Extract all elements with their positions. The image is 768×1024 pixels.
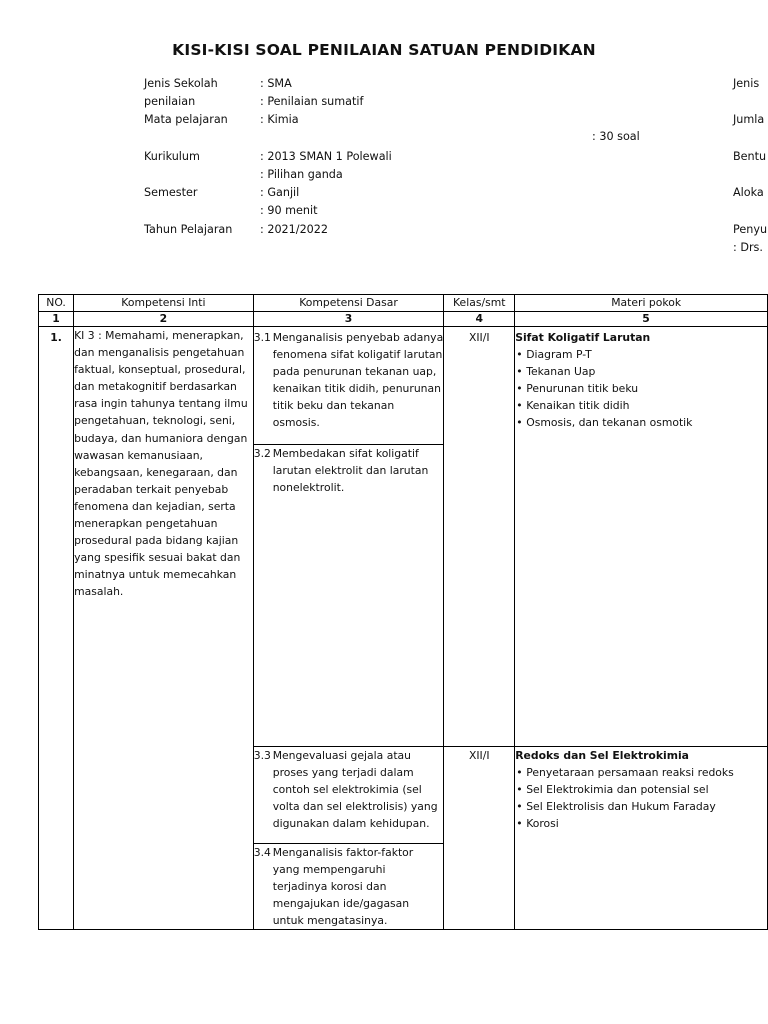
column-number: 5: [515, 312, 768, 327]
materi-list: [515, 346, 767, 431]
row-number: 1.: [39, 327, 74, 930]
header-label: Tahun Pelajaran: [144, 222, 233, 236]
materi-list: [515, 764, 767, 832]
kd-cell-3-2: [253, 445, 444, 747]
kelas-cell: XII/I: [444, 327, 515, 747]
materi-item: • Penyetaraan persamaan reaksi redoks: [515, 764, 767, 781]
table-header-row: [39, 295, 768, 312]
header-label: penilaian: [144, 95, 196, 109]
header-right-label: [733, 130, 767, 148]
materi-item: • Tekanan Uap: [515, 363, 767, 380]
column-header-ki: Kompetensi Inti: [74, 295, 254, 312]
kd-number: 3.3: [253, 749, 271, 762]
column-number-row: [39, 312, 768, 327]
column-number: 3: [253, 312, 444, 327]
materi-item: • Sel Elektrokimia dan potensial sel: [515, 781, 767, 798]
column-header-materi: Materi pokok: [515, 295, 768, 312]
kd-cell-3-1: [253, 327, 444, 445]
header-right-label: : Drs.: [733, 240, 763, 254]
kelas-cell: XII/I: [444, 747, 515, 930]
kd-cell-3-4: [253, 844, 444, 930]
header-label: Mata pelajaran: [144, 113, 228, 127]
soal-count: : 30 soal: [592, 130, 640, 143]
materi-item: • Korosi: [515, 815, 767, 832]
column-number: 4: [444, 312, 515, 327]
table-row: [39, 327, 768, 445]
header-label: [144, 202, 232, 220]
header-value: : Pilihan ganda: [260, 167, 343, 181]
header-right-label: Aloka: [733, 186, 764, 200]
document-title: KISI-KISI SOAL PENILAIAN SATUAN PENDIDIKAN: [172, 41, 596, 59]
kd-number: 3.2: [253, 447, 271, 460]
column-number: 1: [39, 312, 74, 327]
header-right-label: Jenis: [733, 77, 760, 90]
kd-cell-3-3: [253, 747, 444, 844]
kompetensi-inti-cell: KI 3 : Memahami, menerapkan, dan menganalisis pengetahuan faktual, konseptual, prosedural, dan metakognitif berdasarkan rasa ingin tahunya tentang ilmu pengetahuan, teknologi, seni, budaya, dan humaniora dengan wawasan kemanusiaan, kebangsaan, kenegaraan, dan peradaban terkait penyebab fenomena dan kejadian, serta menerapkan pengetahuan prosedural pada bidang kajian yang spesifik sesuai bakat dan minatnya untuk memecahkan masalah.: [74, 327, 254, 930]
materi-cell-redoks: [515, 747, 768, 930]
header-value: : Penilaian sumatif: [260, 95, 364, 109]
kd-number: 3.4: [253, 846, 271, 859]
header-value: : 90 menit: [260, 204, 318, 218]
materi-item: • Penurunan titik beku: [515, 380, 767, 397]
header-labels: [144, 75, 232, 239]
header-value: : Kimia: [260, 113, 299, 127]
column-header-kd: Kompetensi Dasar: [253, 295, 444, 312]
header-values: [260, 75, 392, 239]
header-right-label: [733, 202, 767, 220]
materi-item: • Kenaikan titik didih: [515, 397, 767, 414]
materi-heading: Redoks dan Sel Elektrokimia: [515, 749, 689, 762]
kd-text: Membedakan sifat koligatif larutan elektrolit dan larutan nonelektrolit.: [272, 447, 429, 494]
materi-item: • Diagram P-T: [515, 346, 767, 363]
kd-text: Menganalisis faktor-faktor yang mempengaruhi terjadinya korosi dan mengajukan ide/gagasan untuk mengatasinya.: [272, 846, 414, 927]
header-label: Semester: [144, 186, 198, 200]
header-right-label: Bentu: [733, 149, 767, 163]
kisi-kisi-table: [38, 294, 768, 930]
header-right-label: [733, 166, 767, 184]
materi-item: • Sel Elektrolisis dan Hukum Faraday: [515, 798, 767, 815]
column-number: 2: [74, 312, 254, 327]
header-label: [144, 166, 232, 184]
header-value: [260, 130, 392, 148]
header-value: : Ganjil: [260, 186, 300, 200]
kd-number: 3.1: [253, 331, 271, 344]
header-right-label: Penyu: [733, 222, 768, 236]
materi-heading: Sifat Koligatif Larutan: [515, 331, 651, 344]
header-label: [144, 130, 232, 148]
header-right-label: Jumla: [733, 113, 765, 127]
kd-text: Mengevaluasi gejala atau proses yang terjadi dalam contoh sel elektrokimia (sel volta dan sel elektrolisis) yang digunakan dalam kehidupan.: [272, 749, 438, 830]
materi-item: • Osmosis, dan tekanan osmotik: [515, 414, 767, 431]
header-value: : SMA: [260, 77, 292, 90]
column-header-no: NO.: [39, 295, 74, 312]
header-label: Kurikulum: [144, 149, 200, 163]
column-header-kelas: Kelas/smt: [444, 295, 515, 312]
kd-text: Menganalisis penyebab adanya fenomena sifat koligatif larutan pada penurunan tekanan uap, kenaikan titik didih, penurunan titik beku dan tekanan osmosis.: [272, 331, 444, 429]
materi-cell-koligatif: [515, 327, 768, 747]
header-right-label: [733, 93, 767, 111]
header-right-labels: [733, 75, 767, 257]
header-value: : 2021/2022: [260, 222, 329, 236]
header-value: : 2013 SMAN 1 Polewali: [260, 149, 392, 163]
header-label: Jenis Sekolah: [144, 77, 218, 90]
